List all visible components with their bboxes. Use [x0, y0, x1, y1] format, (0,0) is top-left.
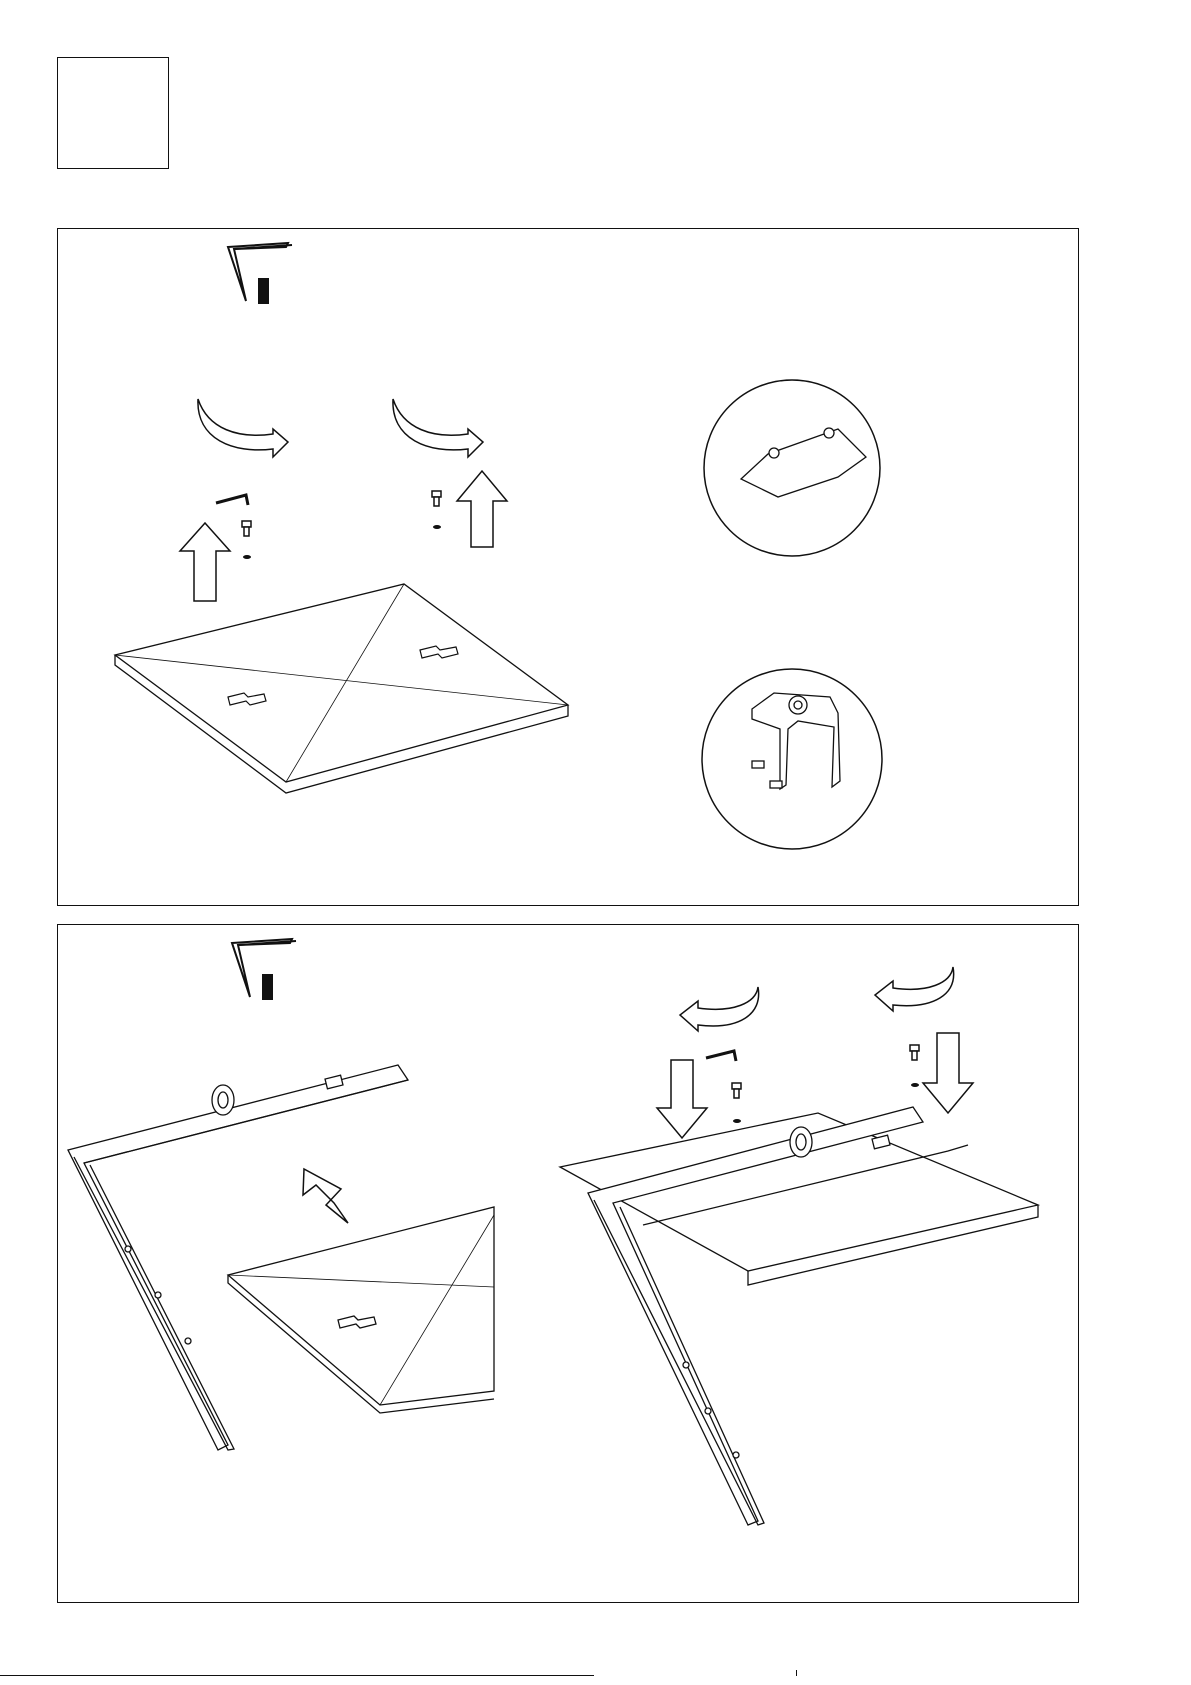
panel-fit-frame [57, 924, 1079, 1603]
lid-panel [115, 584, 568, 793]
arrow-up-icon [457, 471, 507, 547]
lid-panel [228, 1207, 494, 1413]
assembly-flag-icon [228, 243, 292, 303]
arrow-up-icon [303, 1169, 348, 1223]
rotate-clockwise-icon [198, 399, 288, 457]
screw-icon [732, 1083, 741, 1098]
screw-icon [242, 521, 251, 536]
panel-remove-brackets [57, 228, 1079, 906]
washer-icon [911, 1083, 919, 1087]
washer-icon [243, 555, 251, 559]
arrow-down-icon [657, 1060, 707, 1138]
rotate-counterclockwise-icon [680, 987, 759, 1031]
washer-icon [433, 525, 441, 529]
rotate-clockwise-icon [393, 399, 483, 457]
screw-icon [910, 1045, 919, 1060]
assembly-flag-icon [232, 939, 296, 999]
hex-key-icon [706, 1051, 736, 1061]
panel-top-illustration [58, 229, 1080, 907]
screw-icon [432, 491, 441, 506]
panel-bottom-illustration [58, 925, 1080, 1604]
frame-lid-assembly [560, 1107, 1038, 1525]
rotate-counterclockwise-icon [875, 967, 954, 1011]
washer-icon [733, 1119, 741, 1123]
step-number-box [57, 57, 169, 169]
arrow-down-icon [923, 1033, 973, 1113]
hex-key-icon [216, 495, 248, 505]
arrow-up-icon [180, 523, 230, 601]
footer-mark [796, 1670, 797, 1676]
footer-rule [0, 1675, 594, 1676]
